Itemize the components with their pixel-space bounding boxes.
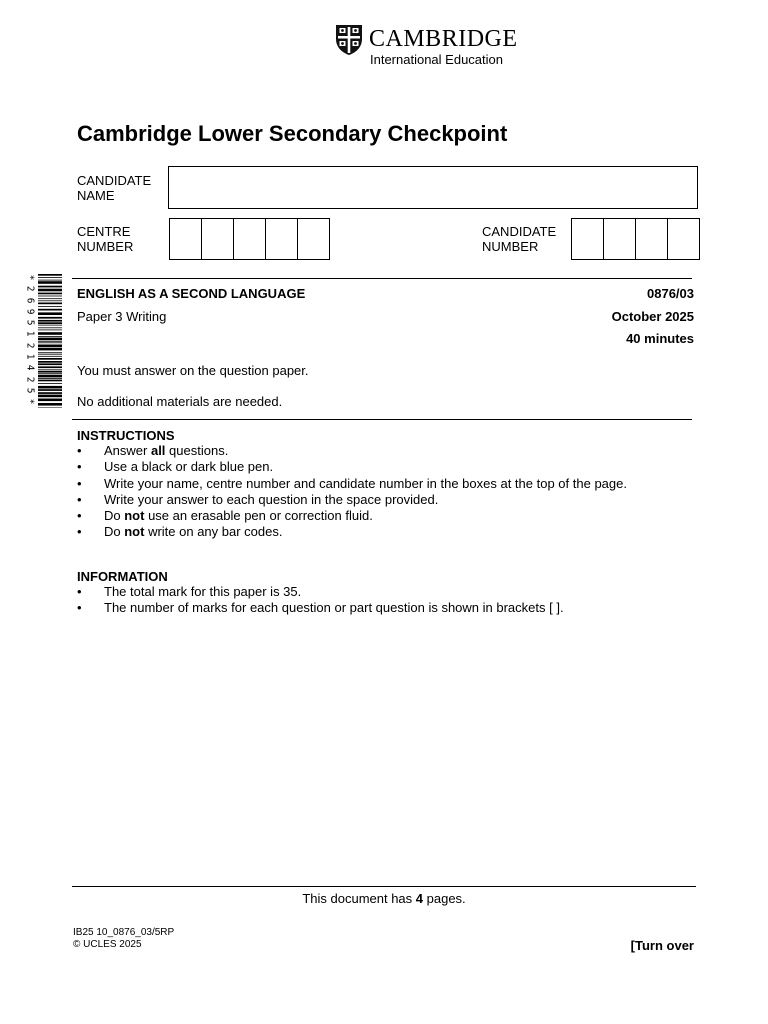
barcode-bar: [38, 303, 62, 305]
barcode-bar: [38, 296, 62, 297]
barcode-bar: [38, 408, 62, 409]
materials-note: No additional materials are needed.: [77, 394, 283, 409]
barcode-bar: [38, 373, 62, 374]
barcode-number: [22, 272, 36, 408]
page-count-prefix: This document has: [302, 891, 416, 906]
centre-number-digit-box[interactable]: [234, 219, 266, 259]
barcode-bar: [38, 306, 62, 307]
barcode-char: 1: [24, 353, 36, 360]
logo-subtitle: International Education: [370, 52, 503, 67]
component-code: 0876/03: [647, 286, 694, 301]
centre-number-boxes[interactable]: [169, 218, 330, 260]
cambridge-logo: [335, 24, 525, 68]
barcode-char: 2: [24, 342, 36, 349]
instruction-item: • Do not use an erasable pen or correction fluid.: [77, 508, 627, 524]
logo-name: CAMBRIDGE: [369, 26, 518, 52]
information-item: • The number of marks for each question or part question is shown in brackets [ ].: [77, 600, 564, 616]
document-reference: IB25 10_0876_03/5RP: [73, 927, 175, 938]
barcode-bar: [38, 277, 62, 278]
barcode-bar: [38, 317, 62, 319]
instruction-item: • Write your name, centre number and candidate number in the boxes at the top of the page.: [77, 476, 627, 492]
barcode-char: *: [24, 274, 36, 281]
barcode-bar: [38, 354, 62, 355]
barcode-bar: [38, 369, 62, 370]
centre-number-digit-box[interactable]: [298, 219, 329, 259]
barcode-bar: [38, 403, 62, 406]
barcode-bar: [38, 330, 62, 331]
centre-number-digit-box[interactable]: [202, 219, 234, 259]
barcode-bar: [38, 286, 62, 288]
barcode-bar: [38, 332, 62, 335]
candidate-number-digit-box[interactable]: [572, 219, 604, 259]
barcode-char: *: [24, 399, 36, 405]
barcode-bar: [38, 395, 62, 398]
barcode-bar: [38, 327, 62, 328]
barcode-bar: [38, 293, 62, 295]
candidate-number-digit-box[interactable]: [668, 219, 699, 259]
barcode-bar: [38, 363, 62, 365]
barcode-bar: [38, 325, 62, 326]
divider: [72, 278, 692, 279]
instructions-list: [77, 443, 627, 541]
answer-note: You must answer on the question paper.: [77, 363, 309, 378]
candidate-number-boxes[interactable]: [571, 218, 700, 260]
information-item: • The total mark for this paper is 35.: [77, 584, 564, 600]
subject: ENGLISH AS A SECOND LANGUAGE: [77, 286, 306, 301]
instruction-item: • Answer all questions.: [77, 443, 627, 459]
barcode-bar: [38, 341, 62, 342]
barcode-char: 1: [24, 331, 36, 337]
barcode-char: 4: [24, 365, 36, 371]
barcode-bar: [38, 336, 62, 337]
instruction-item: • Do not write on any bar codes.: [77, 524, 627, 540]
centre-number-label: CENTRE NUMBER: [77, 224, 134, 254]
candidate-number-digit-box[interactable]: [636, 219, 668, 259]
instructions-heading: INSTRUCTIONS: [77, 428, 175, 443]
page-count-suffix: pages.: [423, 891, 466, 906]
candidate-number-digit-box[interactable]: [604, 219, 636, 259]
barcode-bar: [38, 371, 62, 373]
barcode-char: 2: [24, 286, 36, 292]
instruction-item: • Use a black or dark blue pen.: [77, 459, 627, 475]
barcode-bar: [38, 289, 62, 292]
page-count-text: [0, 891, 768, 906]
barcode-bar: [38, 338, 62, 341]
page-count-number: 4: [415, 891, 424, 906]
barcode-bar: [38, 298, 62, 299]
barcode-char: 5: [24, 319, 36, 326]
barcode-char: 2: [24, 376, 36, 383]
barcode-bars: [38, 274, 62, 408]
footer-divider: [72, 886, 696, 887]
barcode-bar: [38, 366, 62, 368]
barcode-bar: [38, 361, 62, 363]
barcode-bar: [38, 348, 62, 351]
barcode-bar: [38, 389, 62, 391]
information-heading: INFORMATION: [77, 569, 168, 584]
page-title: Cambridge Lower Secondary Checkpoint: [77, 121, 508, 146]
barcode-char: 5: [24, 387, 36, 394]
candidate-number-label: CANDIDATE NUMBER: [482, 224, 557, 254]
exam-duration: 40 minutes: [626, 331, 694, 346]
instruction-item: • Write your answer to each question in the space provided.: [77, 492, 627, 508]
barcode: [22, 272, 62, 410]
copyright: © UCLES 2025: [73, 939, 142, 950]
candidate-name-label: CANDIDATE NAME: [77, 173, 152, 203]
turn-over: [Turn over: [630, 938, 694, 953]
barcode-bar: [38, 309, 62, 311]
exam-session: October 2025: [611, 309, 694, 324]
centre-number-digit-box[interactable]: [266, 219, 298, 259]
shield-crest-icon: [335, 24, 363, 56]
barcode-bar: [38, 358, 62, 360]
barcode-bar: [38, 300, 62, 301]
barcode-bar: [38, 386, 62, 389]
barcode-bar: [38, 274, 62, 276]
barcode-bar: [38, 378, 62, 379]
barcode-bar: [38, 320, 62, 322]
divider: [72, 419, 692, 420]
barcode-char: 9: [24, 308, 36, 315]
barcode-bar: [38, 312, 62, 315]
candidate-name-box[interactable]: [168, 166, 698, 209]
barcode-bar: [38, 345, 62, 348]
barcode-bar: [38, 399, 62, 402]
centre-number-digit-box[interactable]: [170, 219, 202, 259]
barcode-bar: [38, 352, 62, 353]
barcode-bar: [38, 281, 62, 284]
barcode-bar: [38, 380, 62, 382]
paper-name: Paper 3 Writing: [77, 309, 167, 324]
information-list: [77, 584, 564, 617]
barcode-bar: [38, 383, 62, 384]
barcode-bar: [38, 356, 62, 357]
barcode-bar: [38, 375, 62, 378]
barcode-bar: [38, 280, 62, 281]
barcode-bar: [38, 322, 62, 324]
barcode-char: 6: [24, 297, 36, 304]
barcode-bar: [38, 342, 62, 343]
barcode-bar: [38, 392, 62, 394]
